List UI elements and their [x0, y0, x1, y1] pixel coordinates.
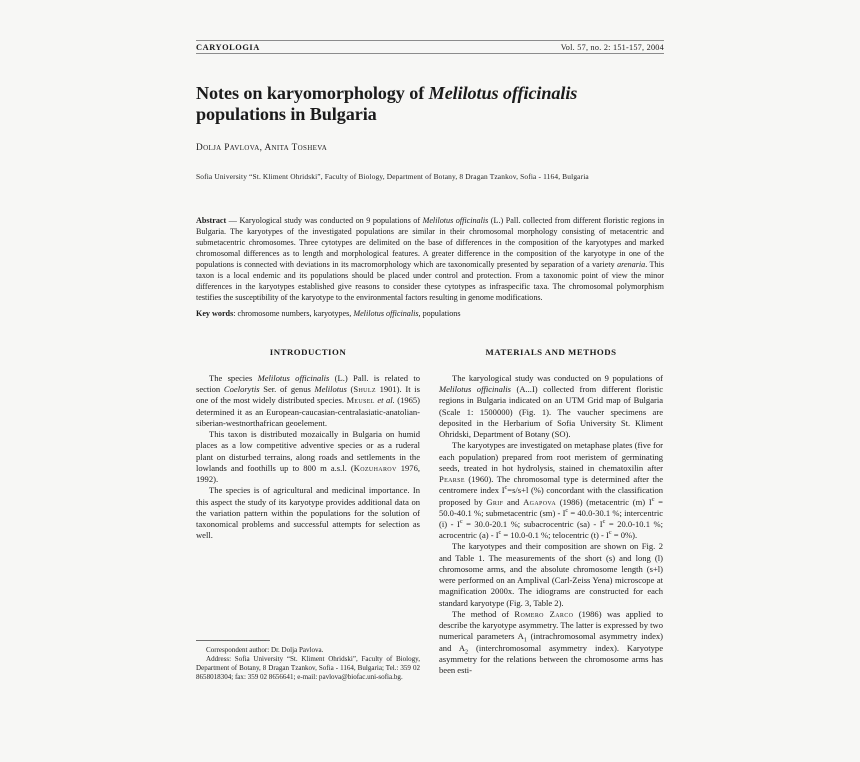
body-columns — [196, 346, 664, 682]
abstract-text-a: Karyological study was conducted on 9 populations of — [239, 216, 423, 226]
mat-p2-text-f: = 50.0-40.1 %; submetacentric (sm) - I — [439, 496, 663, 518]
page-content — [196, 40, 665, 682]
mat-citation-pearse: Pearse — [439, 474, 465, 485]
footnote-line-2: Address: Sofia University “St. Kliment Ohridski”, Faculty of Biology, Department of Botany, 8 Dragan Tzankov, Sofia - 1164, Bulgaria; Tel.: 359 02 8658018304; fax: 359 02 8656641; e-mail: pavlova@biofac.uni-sofia.bg. — [196, 655, 420, 682]
intro-p1-etal: et al. — [377, 395, 395, 406]
mat-p2-text-j: = 10.0-0.1 %; telocentric (t) - I — [501, 530, 609, 541]
intro-p1-text-d: ( — [346, 384, 354, 395]
intro-p1-text-e: 1901). It is one of the most widely distributed species. — [196, 384, 420, 406]
mat-index-sup-4: c — [459, 519, 463, 526]
abstract-species-name: Melilotus officinalis — [422, 216, 489, 226]
mat-p2-text-d: and — [503, 496, 524, 507]
keywords-line — [196, 309, 664, 320]
mat-index-sup-2: c — [651, 496, 655, 503]
intro-paragraph-3: The species is of agricultural and medicinal importance. In this aspect the study of its karyotype provides additional data on the variation pattern within the populations for the solution of taxonomical problems and successful attempts for selection as well. — [196, 485, 420, 541]
abstract-variety-name: arenaria — [617, 260, 646, 270]
intro-p1-species-3: Melilotus — [314, 384, 347, 395]
mat-index-sup-6: c — [498, 530, 502, 537]
mat-p2-text-c: =s/s+l (%) concordant with the classification proposed by — [439, 485, 663, 507]
mat-citation-romero-zarco: Romero Zarco — [514, 608, 574, 619]
mat-p4-text-d: (interchromosomal asymmetry index). Karyotype asymmetry for the relations between the chromosome arms has been esti- — [439, 642, 663, 676]
abstract-text-c: . This taxon is a local endemic and its populations should be placed under control and protection. From a taxonomic point of view the minor differences in the karyotypes established give reasons to consider these cytotypes as infraspecific taxa. The chromosomal polymorphism testifies the susceptibility of the karyotype to the environmental factors resulting in genome modifications. — [196, 260, 664, 302]
footnote-block — [196, 640, 420, 683]
journal-name: CARYOLOGIA — [196, 43, 260, 52]
materials-body — [439, 373, 663, 676]
mat-p2-text-i: = 20.0-10.1 %; acrocentric (a) - I — [439, 518, 663, 541]
title-text-tail: populations in Bulgaria — [196, 104, 377, 125]
section-heading-materials-and-methods: MATERIALS AND METHODS — [485, 346, 617, 357]
mat-p2-text-e: (1986) (metacentric (m) I — [556, 496, 652, 507]
introduction-body — [196, 373, 420, 542]
mat-p1-text-b: (A...I) collected from different floristic regions in Bulgaria indicated on an UTM Grid map of Bulgaria (Scale 1: 1500000) (Fig. 1). The vaucher specimens are deposited in the Herbarium of Sofia University St. Kliment Ohridski, Department of Botany (SO). — [439, 384, 664, 440]
intro-p2-text-b: 1976, 1992). — [196, 462, 420, 485]
keywords-text-a: chromosome numbers, karyotypes, — [237, 308, 354, 318]
mat-p4-text-b: (1986) was applied to describe the karyotype asymmetry. The latter is expressed by two numerical parameters A — [439, 608, 663, 642]
materials-paragraph-4 — [439, 609, 663, 676]
column-left — [196, 346, 421, 682]
intro-citation-meusel: Meusel — [346, 395, 375, 406]
mat-p2-text-a: The karyotypes are investigated on metaphase plates (five for each population) prepared from root meristem of germinating seeds, treated in hot hydrolysis, stained in chematoxilin after — [439, 440, 663, 473]
intro-p1-text-g: (1965) determined it as an European-caucasian-centralasiatic-anatolian-siberian-westnorthafrican geoelement. — [196, 395, 421, 428]
intro-citation-kozuharov: Kozuharov — [353, 462, 397, 473]
keywords-label: Key words — [196, 308, 234, 318]
abstract-dash: — — [226, 216, 240, 226]
abstract-text-b: (L.) Pall. collected from different floristic regions in Bulgaria. The karyotypes of the investigated populations are similar in their chromosomal morphology consisting of metacentric and submetacentric chromosomes. Three cytotypes are delimited on the base of differences in the composition of the karyotypes and marked chromosomal differences as to length and morphological features. A greater difference in the composition of the karyotype in one of the populations is connected with deviations in its macromorphology which are taxonomically presented by separation of a variety — [196, 216, 665, 270]
footnote-rule — [196, 640, 270, 641]
intro-p1-text-b: (L.) Pall. is related to section — [196, 372, 420, 395]
running-head — [196, 40, 664, 54]
section-heading-introduction: INTRODUCTION — [269, 346, 347, 357]
materials-paragraph-2 — [439, 440, 663, 541]
abstract-paragraph — [196, 216, 664, 304]
mat-index-sup-1: c — [504, 485, 508, 492]
mat-citation-grif: Grif — [486, 496, 504, 507]
mat-index-sup-3: c — [565, 507, 569, 514]
intro-p1-text-c: Ser. of genus — [259, 384, 315, 395]
page-title — [196, 83, 664, 126]
materials-paragraph-1 — [439, 373, 663, 440]
mat-asym-sub-1: 1 — [523, 638, 527, 645]
keywords-species-name: Melilotus officinalis — [353, 308, 419, 318]
mat-citation-agapova: Agapova — [523, 496, 557, 507]
mat-asym-sub-2: 2 — [465, 649, 469, 656]
footnote-line-1: Correspondent author: Dr. Dolja Pavlova. — [206, 645, 324, 654]
intro-p2-text-a: This taxon is distributed mozaically in Bulgaria on humid places as a low competitive adventive species or as a ruderal plant on disturbed terrains, along roads and settlements in the lowlands and foothills up to 800 m a.s.l. ( — [196, 429, 420, 473]
abstract-label: Abstract — [196, 216, 227, 226]
correspondence-note — [196, 646, 420, 683]
intro-citation-shulz: Shulz — [353, 384, 376, 395]
intro-p1-text-a: The species — [209, 372, 258, 383]
mat-p2-text-g: = 40.0-30.1 %; intercentric (i) - I — [439, 507, 663, 529]
column-right — [439, 347, 663, 676]
mat-p1-text-a: The karyological study was conducted on 9 populations of — [452, 372, 663, 383]
mat-p1-species: Melilotus officinalis — [439, 384, 511, 395]
mat-index-sup-7: c — [608, 530, 612, 537]
mat-p2-text-h: = 30.0-20.1 %; subacrocentric (sa) - I — [462, 518, 603, 529]
mat-p4-text-c: (intrachromosomal asymmetry index) and A — [439, 631, 663, 653]
intro-p1-species-1: Melilotus officinalis — [257, 372, 330, 383]
intro-paragraph-1 — [196, 373, 420, 429]
intro-p1-species-2: Coelorytis — [223, 384, 260, 395]
intro-paragraph-2 — [196, 429, 420, 485]
keywords-text-b: , populations — [418, 308, 461, 318]
keywords-separator: : — [233, 308, 238, 318]
mat-p2-text-k: = 0%). — [611, 530, 638, 541]
title-text-lead: Notes on karyomorphology of — [196, 83, 429, 103]
materials-paragraph-3: The karyotypes and their composition are shown on Fig. 2 and Table 1. The measurements of the short (s) and long (l) chromosome arms, and the absolute chromosome length (s+l) were performed on an Amplival (Carl-Zeiss Yena) microscope at magnification 2000x. The idiograms are constructed for each standard karyotype (Fig. 3, Table 2). — [439, 541, 663, 608]
issue-citation: Vol. 57, no. 2: 151-157, 2004 — [560, 43, 664, 52]
mat-p2-text-b: (1960). The chromosomal type is determined after the centromere index I — [439, 474, 663, 496]
author-affiliation: Sofia University “St. Kliment Ohridski”, Faculty of Biology, Department of Botany, 8 Dragan Tzankov, Sofia - 1164, Bulgaria — [196, 171, 589, 181]
author-list: Dolja Pavlova, Anita Tosheva — [196, 142, 328, 153]
title-species-name: Melilotus officinalis — [428, 83, 578, 103]
mat-index-sup-5: c — [602, 519, 606, 526]
mat-p4-text-a: The method of — [452, 608, 515, 619]
